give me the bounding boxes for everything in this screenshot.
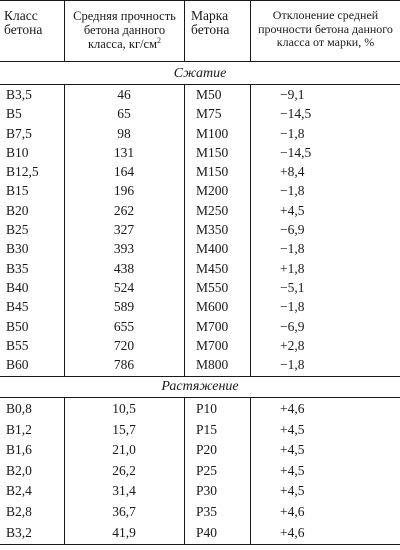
compression-rows [0, 85, 400, 374]
cell-grade: M250 [196, 202, 229, 218]
table-row [0, 355, 400, 374]
table-bottom-rule [0, 544, 400, 545]
cell-deviation: +4,5 [280, 421, 305, 437]
cell-deviation: −1,8 [280, 357, 305, 373]
cell-strength: 131 [113, 144, 135, 160]
cell-deviation: +8,4 [280, 164, 305, 180]
header-strength-text: Средняя прочность бетона данного класса, кг/см [73, 9, 176, 51]
cell-grade: M350 [196, 222, 229, 238]
table-row [0, 124, 400, 143]
cell-strength: 15,7 [112, 421, 136, 437]
table-row [0, 502, 400, 523]
cell-strength: 41,9 [112, 524, 136, 540]
cell-strength: 589 [113, 299, 135, 315]
cell-grade: M200 [196, 183, 229, 199]
cell-grade: P40 [196, 524, 218, 540]
header-strength-sup: 2 [157, 35, 162, 45]
cell-grade: P15 [196, 421, 218, 437]
table-row [0, 420, 400, 441]
cell-strength: 786 [113, 357, 135, 373]
cell-deviation: −14,5 [280, 106, 312, 122]
cell-class: B5 [6, 106, 22, 122]
cell-strength: 46 [117, 87, 131, 102]
tension-rows [0, 399, 400, 543]
cell-class: B2,0 [6, 462, 32, 478]
cell-class: B25 [6, 222, 29, 238]
cell-strength: 327 [113, 222, 135, 238]
cell-strength: 393 [113, 241, 135, 257]
cell-class: B50 [6, 318, 29, 334]
table-row [0, 297, 400, 316]
cell-deviation: +4,5 [280, 442, 305, 458]
cell-deviation: +4,5 [280, 483, 305, 499]
cell-class: B1,6 [6, 442, 32, 458]
cell-strength: 164 [113, 164, 135, 180]
cell-deviation: −1,8 [280, 241, 305, 257]
cell-grade: M75 [196, 106, 222, 122]
cell-grade: M450 [196, 260, 229, 276]
cell-deviation: +4,6 [280, 503, 305, 519]
cell-grade: M800 [196, 357, 229, 373]
section-tension: Растяжение [161, 379, 239, 394]
table-row [0, 239, 400, 258]
cell-strength: 21,0 [112, 442, 136, 458]
cell-grade: P10 [196, 401, 218, 416]
table-header [0, 0, 400, 62]
cell-deviation: −5,1 [280, 279, 305, 295]
table-row [0, 162, 400, 181]
col-divider [184, 398, 185, 544]
cell-deviation: +2,8 [280, 337, 305, 353]
table-row [0, 201, 400, 220]
cell-deviation: +4,5 [280, 462, 305, 478]
cell-class: B12,5 [6, 164, 39, 180]
header-deviation [250, 1, 400, 61]
cell-strength: 26,2 [112, 462, 136, 478]
col-divider [64, 85, 65, 376]
cell-grade: P25 [196, 462, 218, 478]
cell-class: B7,5 [6, 125, 32, 141]
cell-strength: 655 [113, 318, 135, 334]
cell-class: B15 [6, 183, 29, 199]
cell-class: B0,8 [6, 401, 32, 416]
cell-class: B40 [6, 279, 29, 295]
table-row [0, 220, 400, 239]
header-deviation-text: Отклонение средней прочности бетона данного класса от марки, % [258, 8, 393, 49]
table-row [0, 523, 400, 544]
cell-grade: M150 [196, 144, 229, 160]
col-divider [250, 398, 251, 544]
cell-grade: M400 [196, 241, 229, 257]
cell-class: B10 [6, 144, 29, 160]
cell-grade: P20 [196, 442, 218, 458]
cell-class: B2,4 [6, 483, 32, 499]
cell-class: B45 [6, 299, 29, 315]
header-strength [64, 1, 184, 61]
cell-class: B20 [6, 202, 29, 218]
cell-strength: 720 [113, 337, 135, 353]
cell-deviation: −1,8 [280, 299, 305, 315]
col-divider [250, 85, 251, 376]
table-row [0, 317, 400, 336]
cell-strength: 438 [113, 260, 135, 276]
table-row [0, 440, 400, 461]
cell-deviation: +4,6 [280, 524, 305, 540]
table-row [0, 259, 400, 278]
cell-class: B55 [6, 337, 29, 353]
table-row [0, 143, 400, 162]
cell-strength: 31,4 [112, 483, 136, 499]
table-row [0, 278, 400, 297]
table-row [0, 181, 400, 200]
section-tension-rule [0, 397, 400, 398]
cell-deviation: −6,9 [280, 222, 305, 238]
header-class [0, 1, 64, 61]
cell-strength: 36,7 [112, 503, 136, 519]
cell-class: B3,2 [6, 524, 32, 540]
cell-deviation: +1,8 [280, 260, 305, 276]
table-row [0, 461, 400, 482]
cell-deviation: −1,8 [280, 125, 305, 141]
cell-deviation: +4,6 [280, 401, 305, 416]
table-row [0, 85, 400, 104]
cell-grade: M700 [196, 318, 229, 334]
cell-class: B35 [6, 260, 29, 276]
cell-grade: P35 [196, 503, 218, 519]
table-row [0, 399, 400, 420]
cell-strength: 524 [113, 279, 135, 295]
cell-deviation: −1,8 [280, 183, 305, 199]
cell-class: B2,8 [6, 503, 32, 519]
cell-grade: M150 [196, 164, 229, 180]
cell-grade: M600 [196, 299, 229, 315]
cell-grade: M700 [196, 337, 229, 353]
table-row [0, 336, 400, 355]
cell-strength: 196 [113, 183, 135, 199]
cell-strength: 10,5 [112, 401, 136, 416]
cell-strength: 262 [113, 202, 135, 218]
cell-grade: P30 [196, 483, 218, 499]
cell-class: B3,5 [6, 87, 32, 102]
header-strength-wrap [73, 9, 176, 51]
cell-strength: 98 [117, 125, 131, 141]
table-row [0, 481, 400, 502]
cell-class: B60 [6, 357, 29, 373]
cell-deviation: −6,9 [280, 318, 305, 334]
col-divider [184, 85, 185, 376]
header-grade-text: Марка бетона [191, 8, 230, 37]
col-divider [64, 398, 65, 544]
cell-deviation: −9,1 [280, 87, 305, 102]
cell-class: B30 [6, 241, 29, 257]
cell-deviation: −14,5 [280, 144, 312, 160]
cell-grade: M100 [196, 125, 229, 141]
cell-deviation: +4,5 [280, 202, 305, 218]
cell-class: B1,2 [6, 421, 32, 437]
header-class-text: Класс бетона [4, 8, 43, 37]
table-row [0, 104, 400, 123]
header-grade [184, 1, 250, 61]
cell-strength: 65 [117, 106, 131, 122]
cell-grade: M550 [196, 279, 229, 295]
section-compression: Сжатие [173, 66, 227, 81]
cell-grade: M50 [196, 87, 222, 102]
